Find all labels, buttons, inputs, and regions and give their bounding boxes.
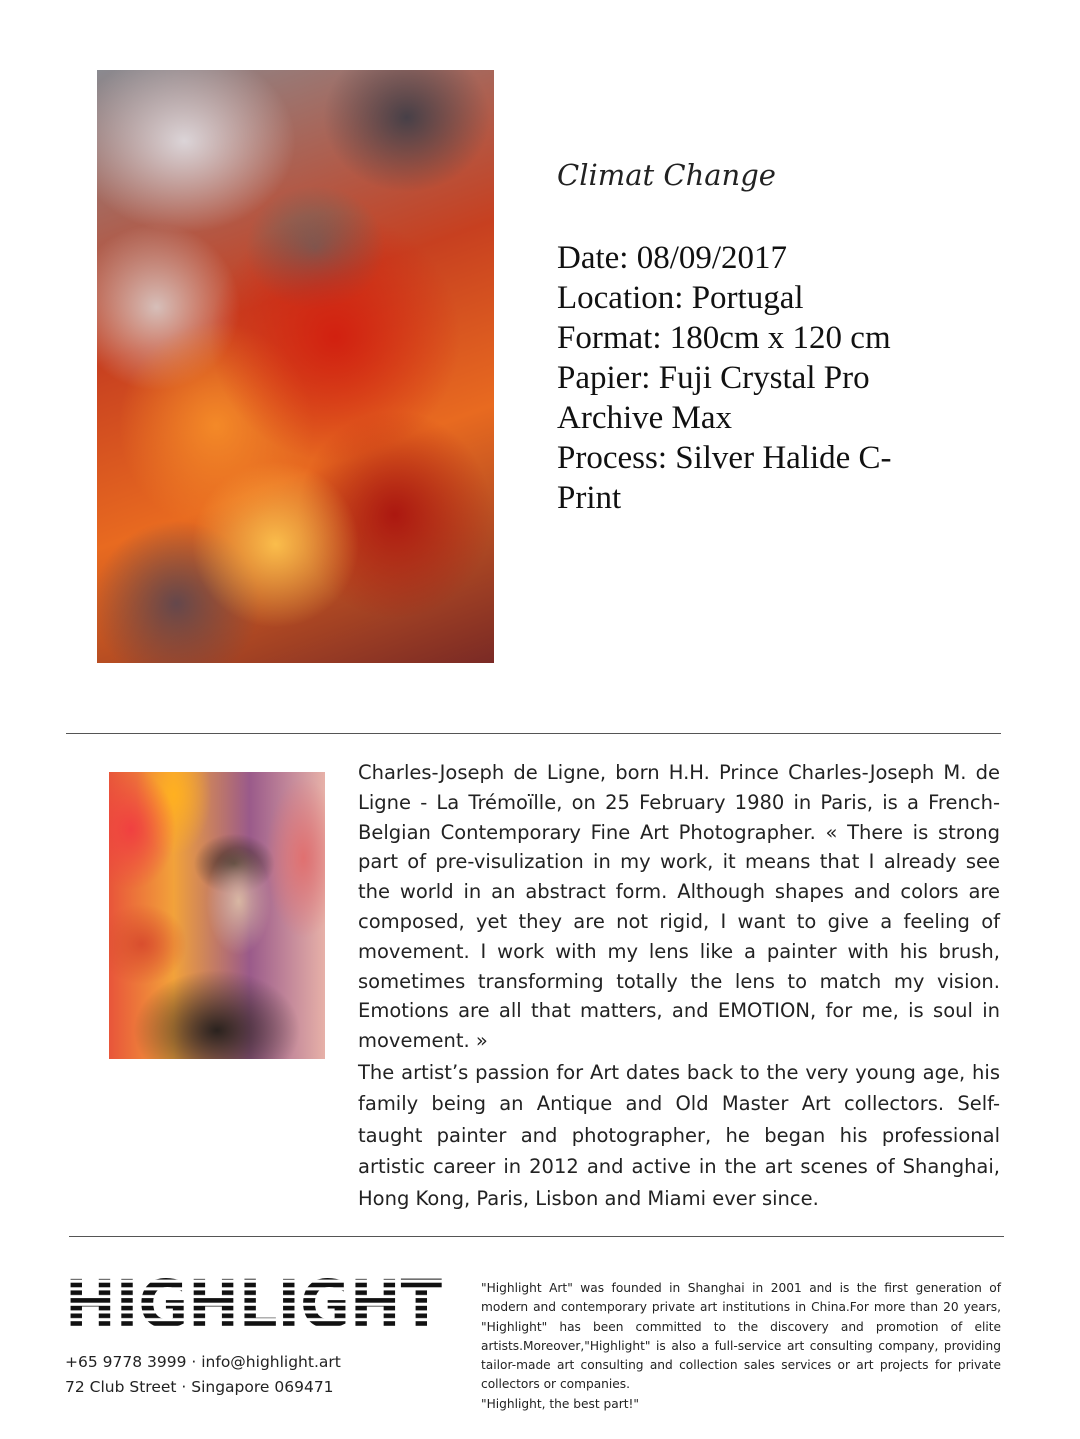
brand-name: HIGHLIGHT: [65, 1275, 442, 1329]
artwork-details: [557, 238, 937, 518]
artwork-date: Date: 08/09/2017: [557, 240, 788, 276]
top-divider: [66, 733, 1001, 734]
bottom-divider: [69, 1236, 1004, 1237]
artist-portrait: [109, 772, 325, 1059]
about-text: "Highlight Art" was founded in Shanghai in 2001 and is the first generation of modern and contemporary private art institutions in China.For more than 20 years, "Highlight" has been committed to the discovery and promotion of elite artists.Moreover,"Highlight" is also a full-service art consulting company, providing tailor-made art consulting and collection sales services or art projects for private collectors or companies.: [481, 1281, 1001, 1392]
artwork-image: [97, 70, 494, 663]
artwork-process: Process: Silver Halide C-Print: [557, 440, 892, 516]
highlight-logo: [65, 1275, 443, 1329]
bio-paragraph: The artist’s passion for Art dates back to the very young age, his family being an Antique and Old Master Art collectors. Self-taught painter and photographer, he began his professional artistic career in 2012 and active in the art scenes of Shanghai, Hong Kong, Paris, Lisbon and Miami ever since.: [358, 1060, 1000, 1210]
contact-info: [65, 1350, 341, 1400]
bio-paragraph: Charles-Joseph de Ligne, born H.H. Prince Charles-Joseph M. de Ligne - La Trémoïlle, on 25 February 1980 in Paris, is a French-Belgian Contemporary Fine Art Photographer. « There is strong part of pre-visulization in my work, it means that I already see the world in an abstract form. Although shapes and colors are composed, yet they are not rigid, I want to give a feeling of movement. I work with my lens like a painter with his brush, sometimes transforming totally the lens to match my vision. Emotions are all that matters, and EMOTION, for me, is soul in movement. »: [358, 761, 1000, 1053]
artwork-format: Format: 180cm x 120 cm: [557, 320, 891, 356]
artwork-title: Climat Change: [557, 158, 776, 192]
tagline: "Highlight, the best part!": [481, 1396, 639, 1411]
artist-bio: [358, 758, 1000, 1214]
artwork-paper: Papier: Fuji Crystal Pro Archive Max: [557, 360, 870, 436]
gallery-about: [481, 1279, 1001, 1414]
artwork-location: Location: Portugal: [557, 280, 804, 316]
phone-email: +65 9778 3999 · info@highlight.art: [65, 1353, 341, 1371]
address: 72 Club Street · Singapore 069471: [65, 1378, 334, 1396]
